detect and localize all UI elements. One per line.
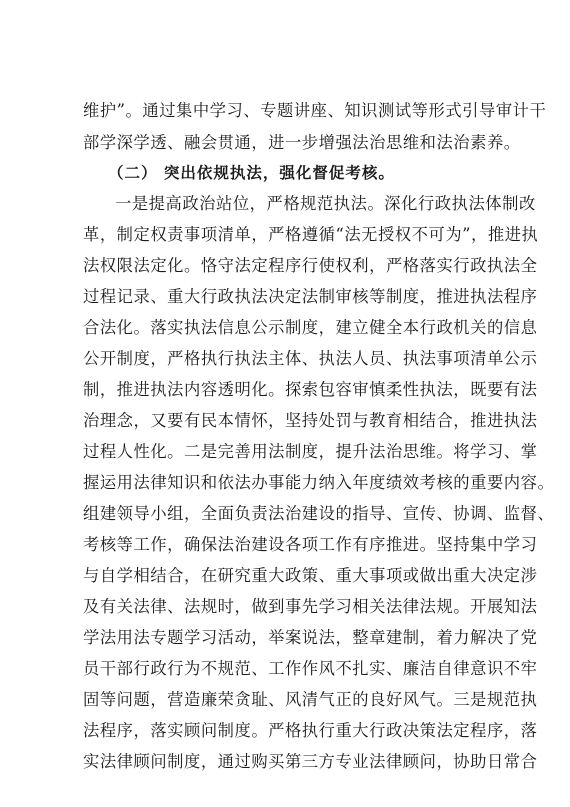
body-line: 维护”。通过集中学习、专题讲座、知识测试等形式引导审计干	[83, 101, 547, 120]
body-line: 合法化。落实执法信息公示制度，建立健全本行政机关的信息	[83, 318, 538, 337]
body-line: 及有关法律、法规时，做到事先学习相关法律法规。开展知法	[83, 597, 538, 616]
body-line: 法权限法定化。恪守法定程序行使权利，严格落实行政执法全	[83, 256, 538, 275]
body-line: 制，推进执法内容透明化。探索包容审慎柔性执法，既要有法	[83, 380, 538, 399]
body-line: 固等问题，营造廉荣贪耻、风清气正的良好风气。三是规范执	[83, 690, 538, 709]
body-line: 过程记录、重大行政执法决定法制审核等制度，推进执法程序	[83, 287, 538, 306]
body-line: 革，制定权责事项清单，严格遵循“法无授权不可为”，推进执	[83, 225, 539, 244]
body-line: 治理念，又要有民本情怀，坚持处罚与教育相结合，推进执法	[83, 411, 538, 430]
paragraph-first-line: 一是提高政治站位，严格规范执法。深化行政执法体制改	[115, 194, 536, 213]
body-line: 过程人性化。二是完善用法制度，提升法治思维。将学习、掌	[83, 442, 538, 461]
body-line: 法程序，落实顾问制度。严格执行重大行政决策法定程序，落	[83, 721, 538, 740]
body-line: 考核等工作，确保法治建设各项工作有序推进。坚持集中学习	[83, 535, 538, 554]
body-line: 公开制度，严格执行执法主体、执法人员、执法事项清单公示	[83, 349, 538, 368]
body-line: 学法用法专题学习活动，举案说法，整章建制，着力解决了党	[83, 628, 538, 647]
body-line: 员干部行政行为不规范、工作作风不扎实、廉洁自律意识不牢	[83, 659, 538, 678]
body-line: 部学深学透、融会贯通，进一步增强法治思维和法治素养。	[83, 133, 521, 152]
body-line: 与自学相结合，在研究重大政策、重大事项或做出重大决定涉	[83, 566, 538, 585]
body-line: 组建领导小组，全面负责法治建设的指导、宣传、协调、监督、	[83, 504, 555, 523]
body-line: 实法律顾问制度，通过购买第三方专业法律顾问，协助日常合	[83, 752, 538, 771]
section-heading: （二） 突出依规执法，强化督促考核。	[108, 164, 395, 182]
body-line: 握运用法律知识和依法办事能力纳入年度绩效考核的重要内容。	[83, 473, 555, 492]
